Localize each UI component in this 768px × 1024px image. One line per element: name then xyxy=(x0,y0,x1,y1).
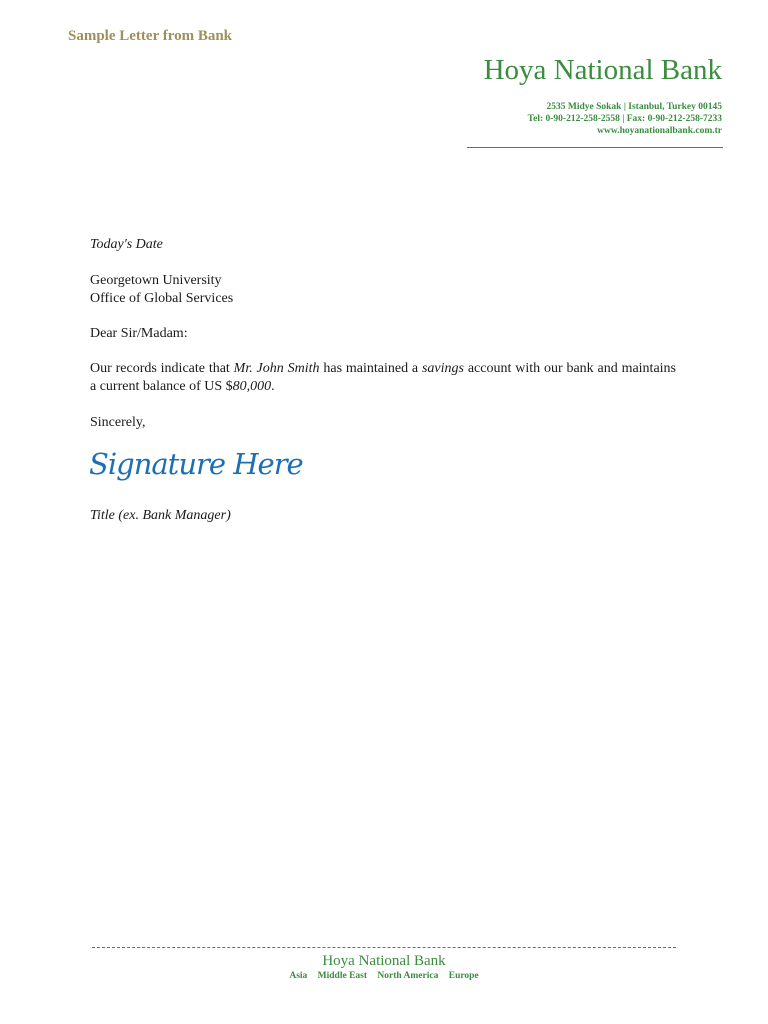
account-balance: 80,000 xyxy=(232,379,272,394)
bank-phone-fax: Tel: 0-90-212-258-2558 | Fax: 0-90-212-258-7233 xyxy=(527,114,722,124)
footer-divider xyxy=(92,947,676,948)
body-text-part: has maintained a xyxy=(319,361,422,376)
footer-region: North America xyxy=(377,971,439,981)
bank-name-heading: Hoya National Bank xyxy=(483,54,722,86)
footer-region: Middle East xyxy=(317,971,368,981)
closing: Sincerely, xyxy=(90,415,146,430)
body-text-part: account with our bank and maintains a current balance of US $ xyxy=(90,361,676,394)
bank-address: 2535 Midye Sokak | Istanbul, Turkey 00145 xyxy=(546,102,722,112)
recipient-line: Georgetown University xyxy=(90,273,222,288)
bank-contact-block xyxy=(528,101,722,137)
bank-website[interactable]: www.hoyanationalbank.com.tr xyxy=(597,126,722,136)
account-type: savings xyxy=(421,361,464,376)
signer-title: Title (ex. Bank Manager) xyxy=(90,508,231,523)
header-divider xyxy=(467,147,723,148)
account-holder-name: Mr. John Smith xyxy=(233,361,320,376)
footer-region: Europe xyxy=(448,971,479,981)
body-text-part: Our records indicate that xyxy=(90,361,234,376)
letter-body xyxy=(90,360,676,396)
recipient-block xyxy=(90,272,676,308)
footer-bank-name: Hoya National Bank xyxy=(322,953,446,969)
recipient-line: Office of Global Services xyxy=(90,291,234,306)
body-text-part: . xyxy=(271,379,275,394)
footer-regions xyxy=(0,971,768,981)
document-label: Sample Letter from Bank xyxy=(68,28,233,44)
salutation: Dear Sir/Madam: xyxy=(90,326,188,341)
signature-placeholder: Signature Here xyxy=(89,447,303,481)
letter-date: Today's Date xyxy=(90,237,163,252)
footer-region: Asia xyxy=(289,971,308,981)
